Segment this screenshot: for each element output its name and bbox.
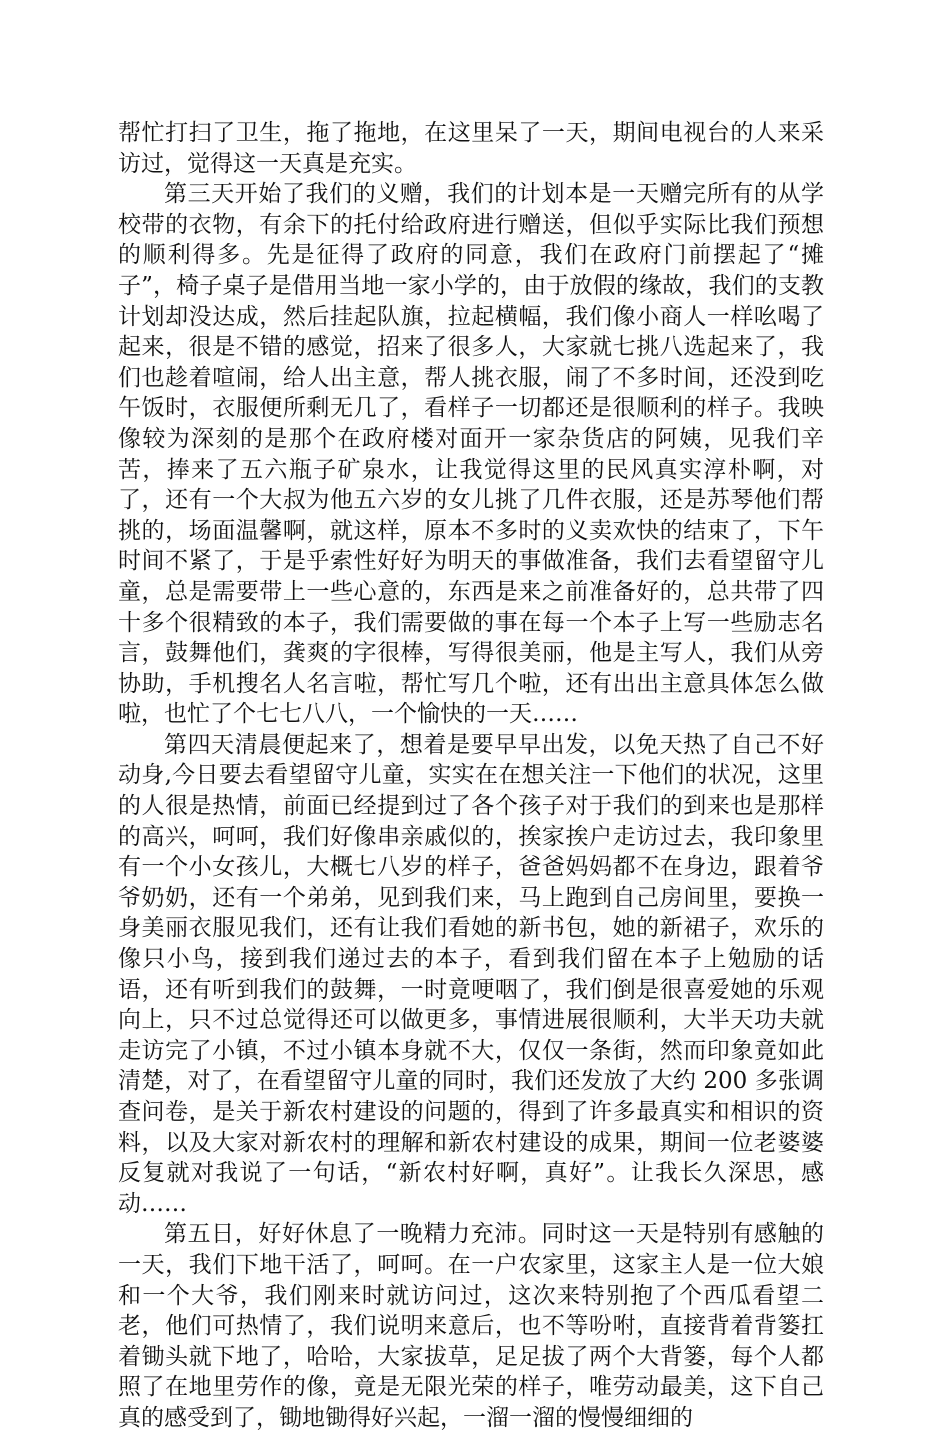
- paragraph-day-four: 第四天清晨便起来了，想着是要早早出发，以免天热了自己不好动身,今日要去看望留守儿童，实实在在想关注一下他们的状况，这里的人很是热情，前面已经提到过了各个孩子对于我们的到来也是那样的高兴，呵呵，我们好像串亲戚似的，挨家挨户走访过去，我印象里有一个小女孩儿，大概七八岁的样子，爸爸妈妈都不在身边，跟着爷爷奶奶，还有一个弟弟，见到我们来，马上跑到自己房间里，要换一身美丽衣服见我们，还有让我们看她的新书包，她的新裙子，欢乐的像只小鸟，接到我们递过去的本子，看到我们留在本子上勉励的话语，还有听到我们的鼓舞，一时竟哽咽了，我们倒是很喜爱她的乐观向上，只不过总觉得还可以做更多，事情进展很顺利，大半天功夫就走访完了小镇，不过小镇本身就不大，仅仅一条街，然而印象竟如此清楚，对了，在看望留守儿童的同时，我们还发放了大约 200 多张调查问卷，是关于新农村建设的问题的，得到了许多最真实和相识的资料，以及大家对新农村的理解和新农村建设的成果，期间一位老婆婆反复就对我说了一句话，“新农村好啊，真好”。让我长久深思，感动……: [118, 731, 824, 1217]
- paragraph-day-five: 第五日，好好休息了一晚精力充沛。同时这一天是特别有感触的一天，我们下地干活了，呵呵。在一户农家里，这家主人是一位大娘和一个大爷，我们刚来时就访问过，这次来特别抱了个西瓜看望二老，他们可热情了，我们说明来意后，也不等吩咐，直接背着背篓扛着锄头就下地了，哈哈，大家拔草，足足拔了两个大背篓，每个人都照了在地里劳作的像，竟是无限光荣的样子，唯劳动最美，这下自己真的感受到了，锄地锄得好兴起，一溜一溜的慢慢细细的: [118, 1221, 824, 1431]
- paragraph-day-three: 第三天开始了我们的义赠，我们的计划本是一天赠完所有的从学校带的衣物，有余下的托付给政府进行赠送，但似乎实际比我们预想的顺利得多。先是征得了政府的同意，我们在政府门前摆起了“摊子”，椅子桌子是借用当地一家小学的，由于放假的缘故，我们的支教计划却没达成，然后挂起队旗，拉起横幅，我们像小商人一样吆喝了起来，很是不错的感觉，招来了很多人，大家就七挑八选起来了，我们也趁着喧闹，给人出主意，帮人挑衣服，闹了不多时间，还没到吃午饭时，衣服便所剩无几了，看样子一切都还是很顺利的样子。我映像较为深刻的是那个在政府楼对面开一家杂货店的阿姨，见我们辛苦，捧来了五六瓶子矿泉水，让我觉得这里的民风真实淳朴啊，对了，还有一个大叔为他五六岁的女儿挑了几件衣服，还是苏琴他们帮挑的，场面温馨啊，就这样，原本不多时的义卖欢快的结束了，下午时间不紧了，于是乎索性好好为明天的事做准备，我们去看望留守儿童，总是需要带上一些心意的，东西是来之前准备好的，总共带了四十多个很精致的本子，我们需要做的事在每一个本子上写一些励志名言，鼓舞他们，龚爽的字很棒，写得很美丽，他是主写人，我们从旁协助，手机搜名人名言啦，帮忙写几个啦，还有出出主意具体怎么做啦，也忙了个七七八八，一个愉快的一天……: [118, 181, 824, 728]
- document-page: [118, 118, 824, 1434]
- paragraph-continuation: 帮忙打扫了卫生，拖了拖地，在这里呆了一天，期间电视台的人来采访过，觉得这一天真是充实。: [118, 120, 824, 177]
